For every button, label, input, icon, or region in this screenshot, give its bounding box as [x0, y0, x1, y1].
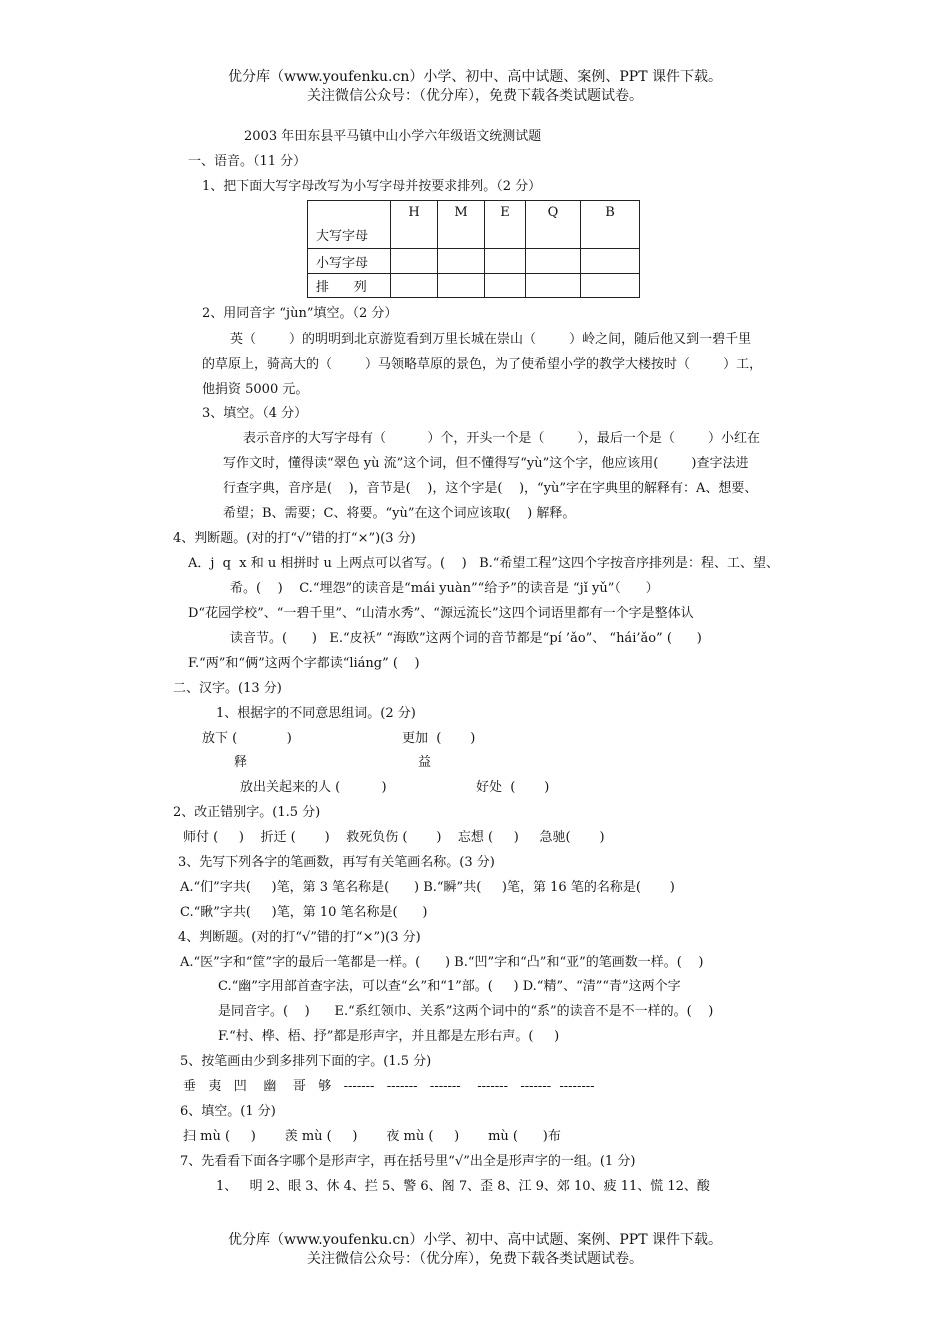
- s1-q3-line-4: 希望；B、需要；C、将要。“yù”在这个词应该取( ) 解释。: [223, 506, 576, 521]
- row-lowercase-label: 小写字母: [308, 249, 391, 274]
- letter-cell: Q: [526, 201, 581, 249]
- blank-cell[interactable]: [526, 249, 581, 274]
- blank-cell[interactable]: [581, 274, 640, 298]
- s2-q4-line-2: C.“幽”字用部首查字法，可以查“幺”和“1”部。( ) D.“精”、“清”“青”这两个字: [218, 979, 681, 994]
- s2-question-1: 1、根据字的不同意思组词。(2 分): [216, 706, 416, 721]
- blank-cell[interactable]: [391, 249, 438, 274]
- s1-q2-line-3: 他捐资 5000 元。: [202, 382, 309, 397]
- letter-cell: B: [581, 201, 640, 249]
- s2-q1-item-b: 更加 ( ): [402, 731, 476, 746]
- s2-q4-line-4: F.“村、桦、梧、抒”都是形声字，并且都是左形右声。( ): [218, 1029, 560, 1044]
- s2-q4-line-3: 是同音字。( ) E.“系红领巾、关系”这两个词中的“系”的读音不是不一样的。( ): [218, 1004, 714, 1019]
- letter-table: [307, 200, 640, 298]
- s2-q1-item-e: 放出关起来的人 ( ): [240, 780, 387, 795]
- s2-question-6: 6、填空。(1 分): [180, 1104, 276, 1119]
- s1-q3-line-1: 表示音序的大写字母有（ ）个，开头一个是（ ），最后一个是（ ）小红在: [243, 431, 760, 446]
- row-order-label: 排 列: [308, 274, 391, 298]
- blank-cell[interactable]: [438, 274, 485, 298]
- s1-q2-line-2: 的草原上，骑高大的（ ）马领略草原的景色，为了使希望小学的教学大楼按时（ ）工，: [202, 357, 763, 372]
- s2-q2-line-1: 师付 ( ) 折迁 ( ) 救死负伤 ( ) 忘想 ( ) 急驰( ): [183, 830, 605, 845]
- s2-q7-line-1: 1、 明 2、眼 3、休 4、拦 5、警 6、阁 7、歪 8、江 9、郊 10、疲 11、慌 12、酸: [216, 1179, 710, 1194]
- s2-question-4: 4、判断题。(对的打“√”错的打“×”)(3 分): [178, 930, 421, 945]
- s1-question-1: 1、把下面大写字母改写为小写字母并按要求排列。（2 分）: [202, 179, 542, 194]
- s1-q4-line-1: A．j q x 和 u 相拼时 u 上两点可以省写。( ) B.“希望工程”这四个字按音序排列是：程、工、望、: [188, 556, 780, 571]
- s2-q6-line-1: 扫 mù ( ) 羡 mù ( ) 夜 mù ( ) mù ( )布: [183, 1129, 561, 1144]
- s1-q4-line-2: 希。( ) C.“埋怨”的读音是“mái yuàn”“给予”的读音是 “jǐ yǔ”（ ）: [230, 581, 659, 596]
- s1-q3-line-2: 写作文时，懂得读“翠色 yù 流”这个词，但不懂得写“yù”这个字，他应该用( )查字法进: [223, 456, 749, 471]
- s1-q4-line-4: 读音节。( ) E.“皮袄” “海欧”这两个词的音节都是“pí ’ǎo”、 “hái’ǎo” ( ): [230, 631, 702, 646]
- s1-question-4: 4、判断题。(对的打“√”错的打“×”)(3 分): [173, 531, 416, 546]
- header-line-1: 优分库（www.youfenku.cn）小学、初中、高中试题、案例、PPT 课件下载。: [227, 69, 722, 85]
- section-1-heading: 一、语音。（11 分）: [188, 154, 307, 169]
- s2-question-3: 3、先写下列各字的笔画数，再写有关笔画名称。(3 分): [178, 855, 495, 870]
- s2-question-2: 2、改正错别字。(1.5 分): [173, 805, 321, 820]
- letter-cell: H: [391, 201, 438, 249]
- s1-question-3: 3、填空。（4 分）: [202, 406, 308, 421]
- s1-q2-line-1: 英（ ）的明明到北京游览看到万里长城在崇山（ ）岭之间，随后他又到一碧千里: [230, 332, 752, 347]
- blank-cell[interactable]: [485, 249, 526, 274]
- s2-q3-line-1: A.“们”字共( )笔，第 3 笔名称是( ) B.“瞬”共( )笔，第 16 笔的名称是( ): [180, 880, 675, 895]
- s1-q4-line-3: D“花园学校”、“一碧千里”、“山清水秀”、“源远流长”这四个词语里都有一个字是整体认: [188, 606, 694, 621]
- blank-cell[interactable]: [391, 274, 438, 298]
- s2-q1-item-f: 好处 ( ): [476, 780, 550, 795]
- s1-question-2: 2、用同音字 “jùn”填空。（2 分）: [202, 306, 398, 321]
- s2-question-5: 5、按笔画由少到多排列下面的字。(1.5 分): [180, 1054, 432, 1069]
- footer-line-1: 优分库（www.youfenku.cn）小学、初中、高中试题、案例、PPT 课件下载。: [227, 1232, 722, 1248]
- header-line-2: 关注微信公众号：（优分库），免费下载各类试题试卷。: [307, 88, 643, 104]
- s2-q3-line-2: C.“瞅”字共( )笔，第 10 笔名称是( ): [180, 905, 428, 920]
- s1-q3-line-3: 行查字典，音序是( )，音节是( )，这个字是( )，“yù”字在字典里的解释有：A、想要、: [223, 481, 758, 496]
- s1-q4-line-5: F.“两”和“俩”这两个字都读“liáng” ( ): [188, 656, 420, 671]
- blank-cell[interactable]: [526, 274, 581, 298]
- s2-q4-line-1: A.“医”字和“筐”字的最后一笔都是一样。( ) B.“凹”字和“凸”和“亚”的笔画数一样。( ): [180, 955, 704, 970]
- s2-q1-char-shi: 释: [234, 755, 248, 770]
- row-uppercase-label: 大写字母: [308, 201, 391, 249]
- blank-cell[interactable]: [581, 249, 640, 274]
- section-2-heading: 二、汉字。(13 分): [173, 681, 282, 696]
- exam-title: 2003 年田东县平马镇中山小学六年级语文统测试题: [244, 129, 542, 144]
- s2-q1-char-yi: 益: [418, 755, 432, 770]
- blank-cell[interactable]: [438, 249, 485, 274]
- letter-cell: M: [438, 201, 485, 249]
- footer-line-2: 关注微信公众号：（优分库），免费下载各类试题试卷。: [307, 1251, 643, 1267]
- s2-question-7: 7、先看看下面各字哪个是形声字，再在括号里“√”出全是形声字的一组。(1 分): [180, 1154, 636, 1169]
- s2-q5-line-1: 垂 夷 凹 幽 哥 够 ------- ------- ------- ------- ------- --------: [183, 1079, 595, 1094]
- blank-cell[interactable]: [485, 274, 526, 298]
- letter-cell: E: [485, 201, 526, 249]
- s2-q1-item-a: 放下 ( ): [202, 731, 292, 746]
